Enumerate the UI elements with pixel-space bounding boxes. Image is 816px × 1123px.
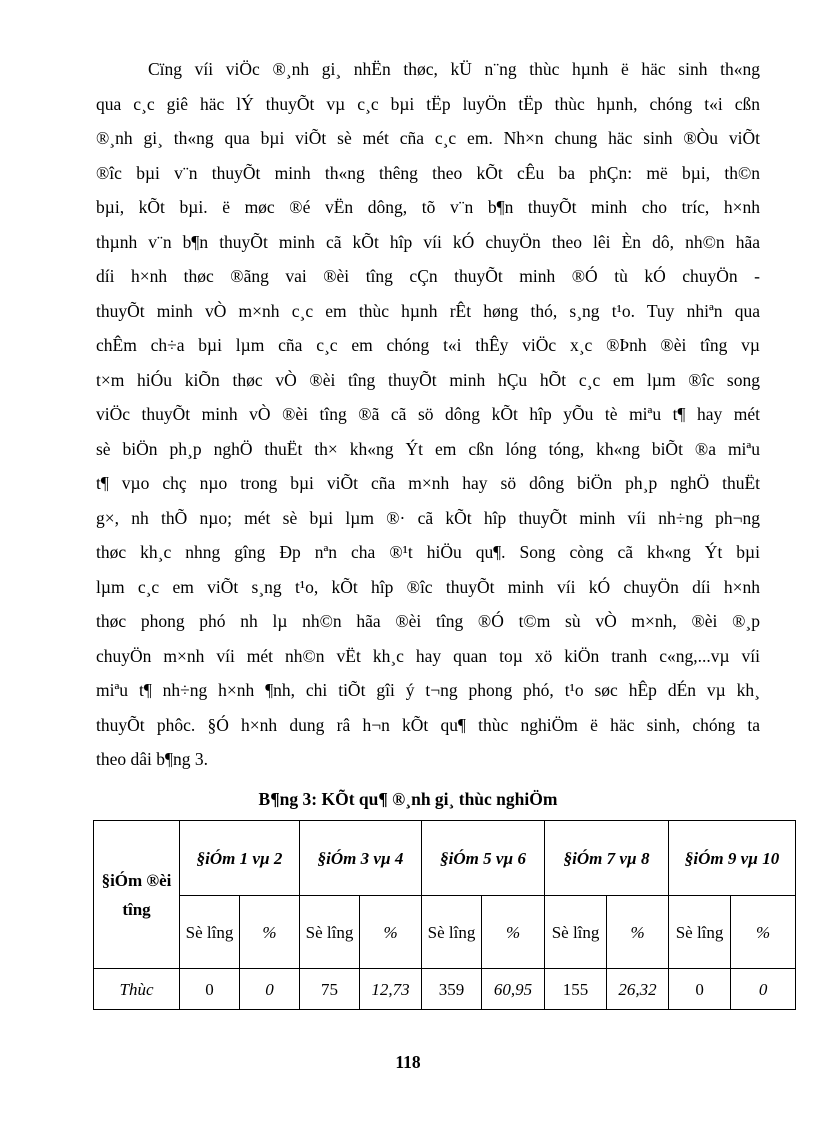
group-header-cell: §iÓm 9 vµ 10 xyxy=(669,821,796,896)
percent-cell: 12,73 xyxy=(360,969,422,1010)
paragraph-line: Cïng víi viÖc ®¸nh gi¸ nhËn thøc, kÜ n¨ng thùc hµnh ë häc sinh th«ng xyxy=(148,59,760,79)
paragraph-line: ®îc bµi v¨n thuyÕt minh th«ng thêng theo kÕt cÊu ba phÇn: më bµi, th©n xyxy=(96,162,760,183)
count-cell: 155 xyxy=(545,969,607,1010)
table-row xyxy=(94,969,796,1010)
table-caption: B¶ng 3: KÕt qu¶ ®¸nh gi¸ thùc nghiÖm xyxy=(258,789,558,809)
count-subheader-cell: Sè lîng xyxy=(669,896,731,969)
percent-cell: 60,95 xyxy=(482,969,545,1010)
group-header-cell: §iÓm 1 vµ 2 xyxy=(180,821,300,896)
body-paragraph xyxy=(96,52,760,777)
paragraph-line: theo dâi b¶ng 3. xyxy=(96,749,208,769)
paragraph-line: chÊm ch÷a bµi lµm cña c¸c em chóng t«i thÊy viÖc x¸c ®Þnh ®èi tîng vµ xyxy=(96,335,760,355)
count-subheader-cell: Sè lîng xyxy=(422,896,482,969)
paragraph-line: thøc phong phó nh lµ nh©n hãa ®èi tîng ®Ó t©m sù vÒ m×nh, ®èi ®¸p xyxy=(96,611,760,631)
paragraph-line: sè biÖn ph¸p nghÖ thuËt th× kh«ng Ýt em cßn lóng tóng, kh«ng biÕt ®a miªu xyxy=(96,438,760,459)
percent-cell: 0 xyxy=(731,969,796,1010)
count-cell: 75 xyxy=(300,969,360,1010)
paragraph-line: thuyÕt minh vÒ m×nh c¸c em thùc hµnh rÊt høng thó, s¸ng t¹o. Tuy nhiªn qua xyxy=(96,300,760,321)
paragraph-line: thuyÕt phôc. §Ó h×nh dung râ h¬n kÕt qu¶ thùc nghiÖm ë häc sinh, chóng ta xyxy=(96,714,760,735)
count-cell: 0 xyxy=(180,969,240,1010)
percent-subheader-cell: % xyxy=(607,896,669,969)
row-label-cell: Thùc xyxy=(94,969,180,1010)
paragraph-line: t×m hiÓu kiÕn thøc vÒ ®èi tîng thuyÕt minh hÇu hÕt c¸c em lµm ®îc song xyxy=(96,369,760,390)
paragraph-line: ®¸nh gi¸ th«ng qua bµi viÕt sè mét cña c¸c em. Nh×n chung häc sinh ®Òu viÕt xyxy=(96,128,760,148)
paragraph-line: lµm c¸c em viÕt s¸ng t¹o, kÕt hîp ®îc thuyÕt minh víi kÓ chuyÖn díi h×nh xyxy=(96,576,760,597)
group-header-cell: §iÓm 7 vµ 8 xyxy=(545,821,669,896)
paragraph-line: thøc kh¸c nhng gîng Ðp nªn cha ®¹t hiÖu qu¶. Song còng cã kh«ng Ýt bµi xyxy=(96,542,760,562)
paragraph-line: viÖc thuyÕt minh vÒ ®èi tîng ®ã cã sö dông kÕt hîp yÕu tè miªu t¶ hay mét xyxy=(96,404,760,424)
count-cell: 359 xyxy=(422,969,482,1010)
criteria-header-cell: §iÓm ®èi tîng xyxy=(94,821,180,969)
paragraph-line: díi h×nh thøc ®ãng vai ®èi tîng cÇn thuyÕt minh ®Ó tù kÓ chuyÖn - xyxy=(96,266,760,286)
percent-subheader-cell: % xyxy=(482,896,545,969)
group-header-cell: §iÓm 5 vµ 6 xyxy=(422,821,545,896)
paragraph-line: g×, nh thÕ nµo; mét sè bµi lµm ®· cã kÕt hîp thuyÕt minh víi nh÷ng ph¬ng xyxy=(96,507,760,528)
percent-subheader-cell: % xyxy=(731,896,796,969)
paragraph-line: qua c¸c giê häc lÝ thuyÕt vµ c¸c bµi tËp luyÖn tËp thùc hµnh, chóng t«i cßn xyxy=(96,93,760,114)
page-number: 118 xyxy=(395,1052,421,1072)
table-header-row xyxy=(94,821,796,896)
paragraph-line: thµnh v¨n b¶n thuyÕt minh cã kÕt hîp víi kÓ chuyÖn theo lêi Èn dô, nh©n hãa xyxy=(96,231,760,252)
table-subheader-row xyxy=(94,896,796,969)
count-subheader-cell: Sè lîng xyxy=(180,896,240,969)
paragraph-line: chuyÖn m×nh víi mét nh©n vËt kh¸c hay quan toµ xö kiÖn tranh c«ng,...vµ víi xyxy=(96,645,760,666)
percent-cell: 26,32 xyxy=(607,969,669,1010)
count-cell: 0 xyxy=(669,969,731,1010)
results-table xyxy=(93,820,796,1010)
paragraph-line: bµi, kÕt bµi. ë møc ®é vËn dông, tõ v¨n b¶n thuyÕt minh cho tríc, h×nh xyxy=(96,197,760,217)
group-header-cell: §iÓm 3 vµ 4 xyxy=(300,821,422,896)
count-subheader-cell: Sè lîng xyxy=(545,896,607,969)
count-subheader-cell: Sè lîng xyxy=(300,896,360,969)
percent-cell: 0 xyxy=(240,969,300,1010)
percent-subheader-cell: % xyxy=(240,896,300,969)
paragraph-line: miªu t¶ nh÷ng h×nh ¶nh, chi tiÕt gîi ý t¬ng phong phó, t¹o søc hÊp dÉn vµ kh¸ xyxy=(96,680,760,700)
paragraph-line: t¶ vµo chç nµo trong bµi viÕt cña m×nh hay sö dông biÖn ph¸p nghÖ thuËt xyxy=(96,473,760,493)
percent-subheader-cell: % xyxy=(360,896,422,969)
